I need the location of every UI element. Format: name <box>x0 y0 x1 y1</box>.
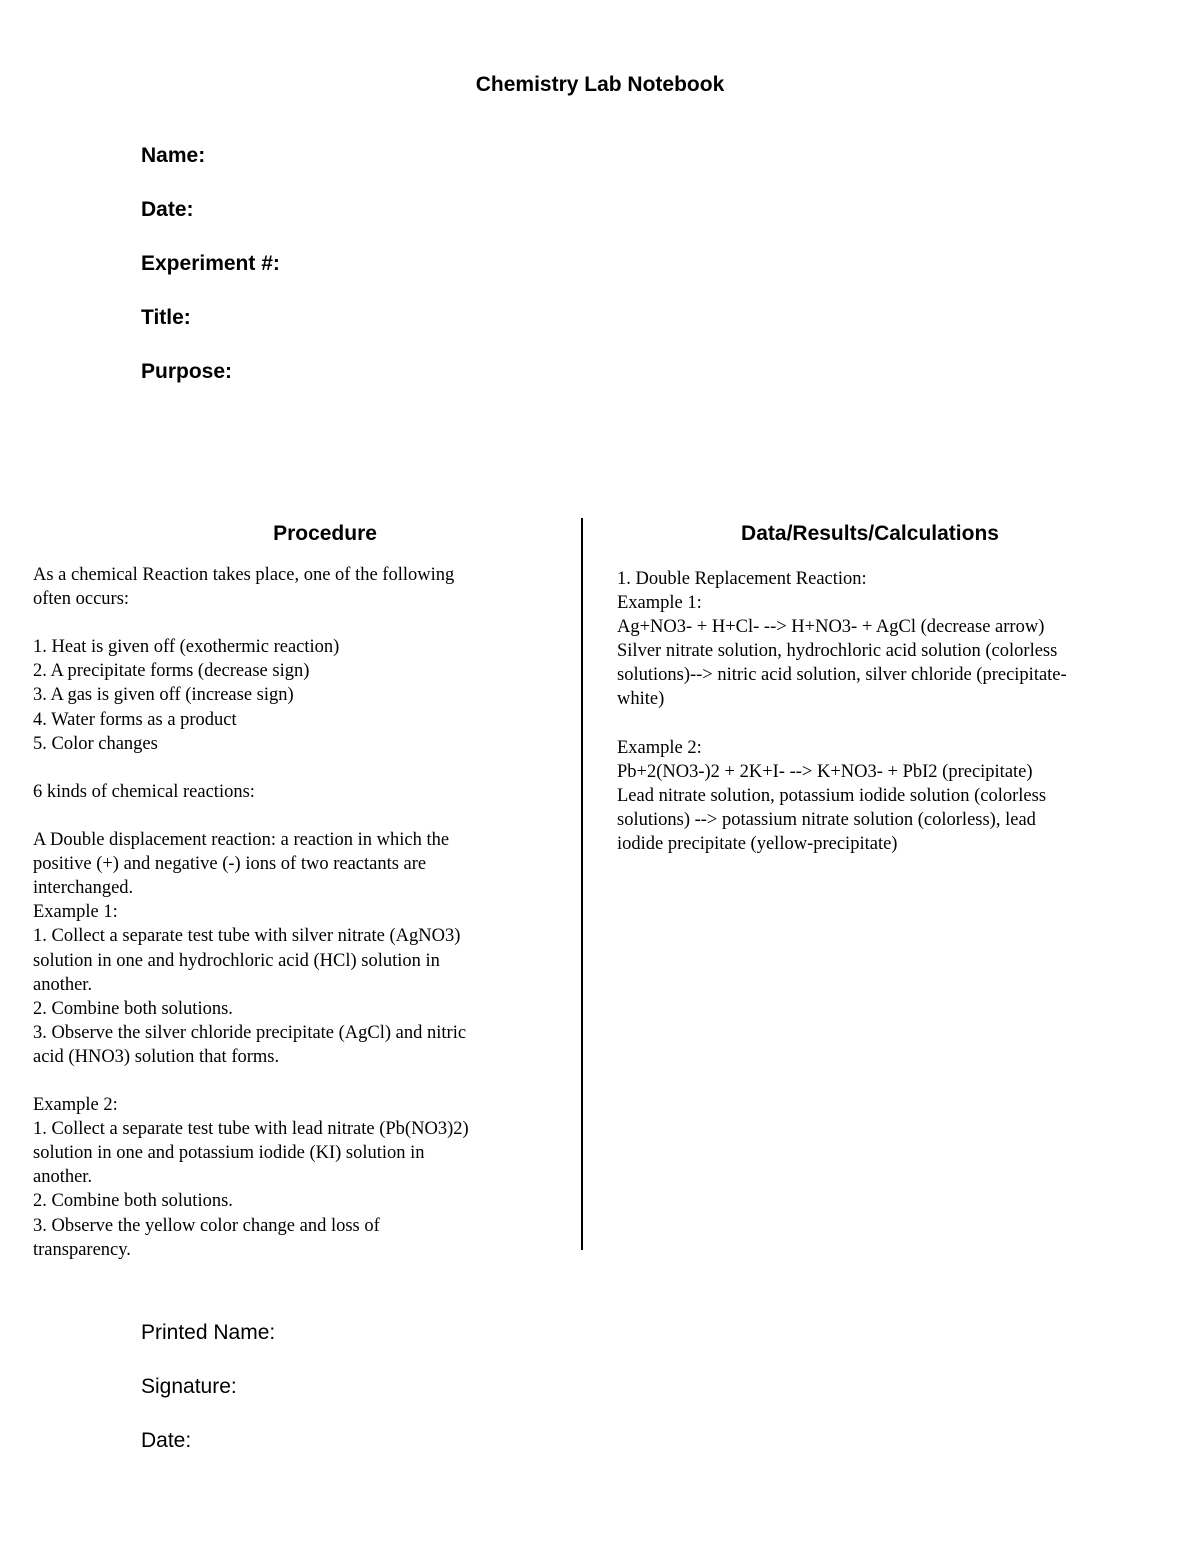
text-line: 1. Collect a separate test tube with silver nitrate (AgNO3) <box>33 926 461 947</box>
text-line: Example 2: <box>617 737 702 758</box>
text-line: 2. A precipitate forms (decrease sign) <box>33 661 310 682</box>
text-line: interchanged. <box>33 878 134 899</box>
text-line: solution in one and potassium iodide (KI) solution in <box>33 1143 425 1164</box>
text-line: 3. Observe the yellow color change and loss of <box>33 1215 380 1236</box>
text-line: another. <box>33 974 93 995</box>
text-line: Silver nitrate solution, hydrochloric acid solution (colorless <box>617 641 1058 662</box>
text-line: 1. Collect a separate test tube with lead nitrate (Pb(NO3)2) <box>33 1119 469 1140</box>
text-line: solutions)--> nitric acid solution, silver chloride (precipitate- <box>617 665 1067 686</box>
text-line: 3. Observe the silver chloride precipitate (AgCl) and nitric <box>33 1022 467 1043</box>
text-line: 5. Color changes <box>33 733 158 754</box>
text-line: 2. Combine both solutions. <box>33 998 233 1019</box>
text-line: another. <box>33 1167 93 1188</box>
text-line: 4. Water forms as a product <box>33 709 237 730</box>
experiment-number-label: Experiment #: <box>141 252 280 275</box>
text-line: 1. Double Replacement Reaction: <box>617 569 867 589</box>
text-line: A Double displacement reaction: a reaction in which the <box>33 830 450 851</box>
text-line: iodide precipitate (yellow-precipitate) <box>617 834 898 855</box>
title-label: Title: <box>141 306 191 329</box>
results-text <box>617 567 1177 856</box>
paragraph-gap <box>33 756 573 780</box>
text-line: solutions) --> potassium nitrate solution (colorless), lead <box>617 809 1036 830</box>
text-line: Example 1: <box>617 593 702 614</box>
text-line: acid (HNO3) solution that forms. <box>33 1046 280 1067</box>
name-label: Name: <box>141 144 206 167</box>
text-line: solution in one and hydrochloric acid (HCl) solution in <box>33 950 440 971</box>
text-line: 1. Heat is given off (exothermic reaction) <box>33 637 340 658</box>
signature-label: Signature: <box>141 1375 237 1398</box>
procedure-heading: Procedure <box>273 522 377 545</box>
procedure-text <box>33 563 573 1262</box>
text-line: white) <box>617 689 665 710</box>
signature-date-label: Date: <box>141 1429 192 1452</box>
paragraph-gap <box>33 1069 573 1093</box>
purpose-label: Purpose: <box>141 360 233 383</box>
text-line: positive (+) and negative (-) ions of two reactants are <box>33 854 427 875</box>
paragraph-gap <box>33 804 573 828</box>
text-line: 3. A gas is given off (increase sign) <box>33 685 294 706</box>
text-line: Pb+2(NO3-)2 + 2K+I- --> K+NO3- + PbI2 (precipitate) <box>617 761 1033 782</box>
text-line: 6 kinds of chemical reactions: <box>33 781 255 802</box>
text-line: often occurs: <box>33 589 130 610</box>
text-line: Example 2: <box>33 1095 118 1116</box>
text-line: transparency. <box>33 1239 131 1260</box>
text-line: Lead nitrate solution, potassium iodide solution (colorless <box>617 785 1047 806</box>
date-label: Date: <box>141 198 194 221</box>
text-line: Ag+NO3- + H+Cl- --> H+NO3- + AgCl (decrease arrow) <box>617 617 1045 638</box>
paragraph-gap <box>33 611 573 635</box>
paragraph-gap <box>617 712 1177 736</box>
text-line: Example 1: <box>33 902 118 923</box>
page-title: Chemistry Lab Notebook <box>475 73 725 96</box>
column-divider <box>581 518 583 1250</box>
results-heading: Data/Results/Calculations <box>741 522 999 545</box>
printed-name-label: Printed Name: <box>141 1321 276 1344</box>
text-line: As a chemical Reaction takes place, one of the following <box>33 565 455 585</box>
text-line: 2. Combine both solutions. <box>33 1191 233 1212</box>
